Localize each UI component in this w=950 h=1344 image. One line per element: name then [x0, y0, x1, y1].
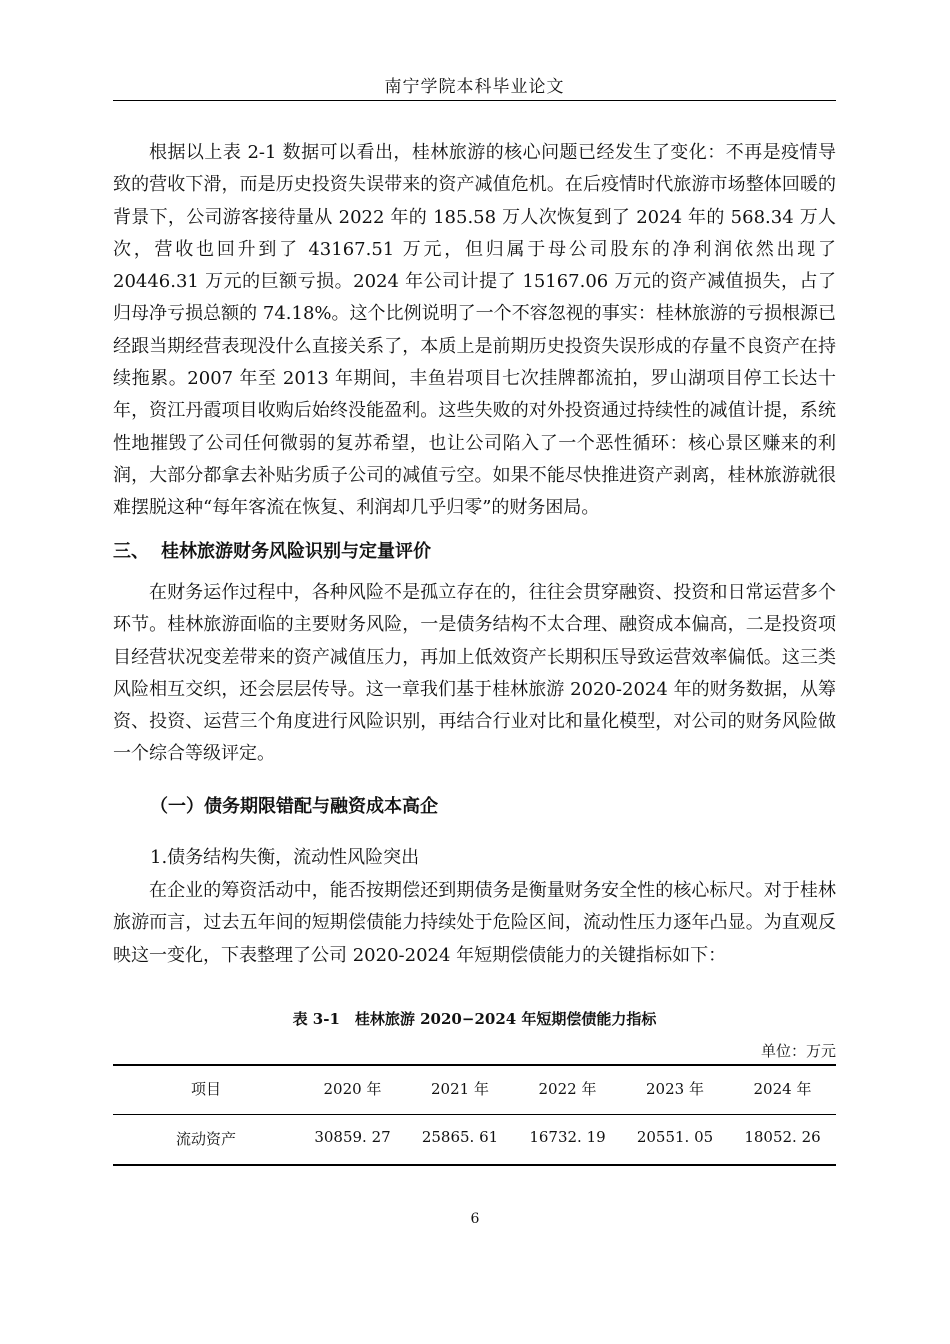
item-heading: 1.债务结构失衡，流动性风险突出: [150, 847, 420, 868]
table-cell: 20551. 05: [636, 1128, 714, 1146]
table-cell: 30859. 27: [314, 1128, 391, 1146]
section-number: 三、: [113, 541, 149, 562]
header-rule: [113, 100, 836, 101]
page-number: 6: [470, 1211, 480, 1227]
body-paragraph-1: 根据以上表 2-1 数据可以看出，桂林旅游的核心问题已经发生了变化：不再是疫情导致的营收下滑，而是历史投资失误带来的资产减值危机。在后疫情时代旅游市场整体回暖的背景下，公司游客接待量从 2022 年的 185.58 万人次恢复到了 2024 年的 568.34 万人次，营收也回升到了 43167.51 万元，但归属于母公司股东的净利润依然出现了 20446.31 万元的巨额亏损。2024 年公司计提了 15167.06 万元的资产减值损失，占了归母净亏损总额的 74.18%。这个比例说明了一个不容忽视的事实：桂林旅游的亏损根源已经跟当期经营表现没什么直接关系了，本质上是前期历史投资失误形成的存量不良资产在持续拖累。2007 年至 2013 年期间，丰鱼岩项目七次挂牌都流拍，罗山湖项目停工长达十年，资江丹霞项目收购后始终没能盈利。这些失败的对外投资通过持续性的减值计提，系统性地摧毁了公司任何微弱的复苏希望，也让公司陷入了一个恶性循环：核心景区赚来的利润，大部分都拿去补贴劣质子公司的减值亏空。如果不能尽快推进资产剥离，桂林旅游就很难摆脱这种“每年客流在恢复、利润却几乎归零”的财务困局。: [113, 142, 836, 519]
table-header-rule: [113, 1114, 836, 1115]
subsection-heading: （一）债务期限错配与融资成本高企: [150, 796, 438, 817]
table-header-cell: 2023 年: [646, 1080, 704, 1098]
table-header-cell: 2024 年: [753, 1080, 812, 1098]
table-header-cell: 项目: [190, 1080, 221, 1098]
table-row: [113, 1128, 836, 1149]
table-header-row: [113, 1078, 836, 1099]
table-top-rule: [113, 1064, 836, 1066]
table-header-cell: 2020 年: [323, 1080, 382, 1098]
body-paragraph-3: 在企业的筹资活动中，能否按期偿还到期债务是衡量财务安全性的核心标尺。对于桂林旅游而言，过去五年间的短期偿债能力持续处于危险区间，流动性压力逐年凸显。为直观反映这一变化，下表整理了公司 2020-2024 年短期偿债能力的关键指标如下：: [113, 880, 836, 966]
table-bottom-rule: [113, 1164, 836, 1166]
table-cell: 流动资产: [175, 1130, 236, 1148]
table-cell: 18052. 26: [744, 1128, 821, 1146]
table-header-cell: 2022 年: [538, 1080, 597, 1098]
table-caption: 表 3-1 桂林旅游 2020−2024 年短期偿债能力指标: [292, 1010, 657, 1028]
section-title: 桂林旅游财务风险识别与定量评价: [161, 541, 431, 562]
body-paragraph-2: 在财务运作过程中，各种风险不是孤立存在的，往往会贯穿融资、投资和日常运营多个环节。桂林旅游面临的主要财务风险，一是债务结构不太合理、融资成本偏高，二是投资项目经营状况变差带来的资产减值压力，再加上低效资产长期积压导致运营效率偏低。这三类风险相互交织，还会层层传导。这一章我们基于桂林旅游 2020-2024 年的财务数据，从筹资、投资、运营三个角度进行风险识别，再结合行业对比和量化模型，对公司的财务风险做一个综合等级评定。: [113, 582, 836, 765]
table-cell: 16732. 19: [529, 1128, 606, 1146]
table-header-cell: 2021 年: [431, 1080, 489, 1098]
table-cell: 25865. 61: [421, 1128, 499, 1146]
section-heading: [113, 537, 431, 563]
table-unit: 单位：万元: [760, 1042, 836, 1060]
running-header: 南宁学院本科毕业论文: [384, 77, 565, 97]
